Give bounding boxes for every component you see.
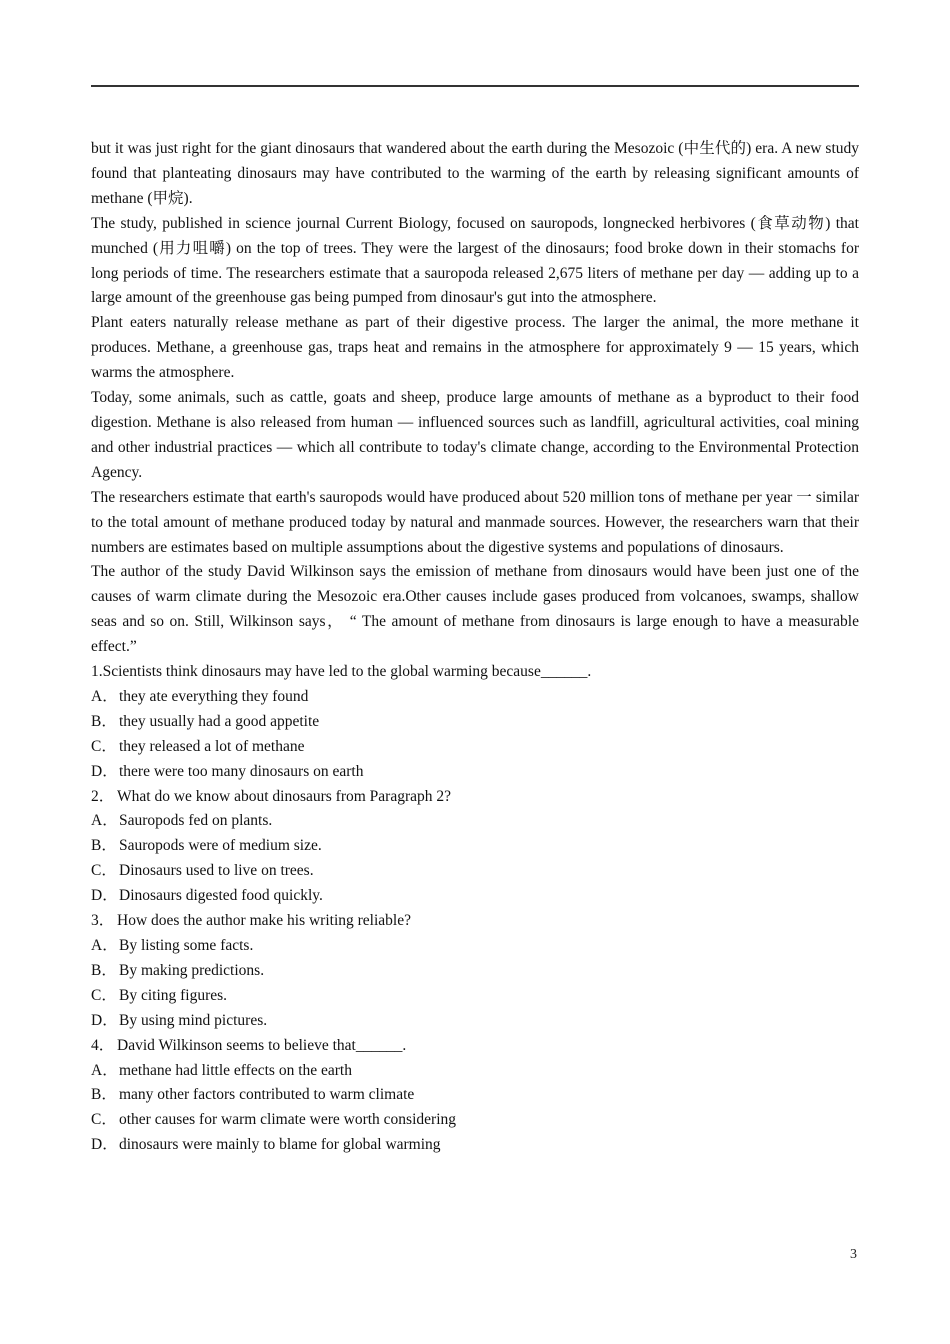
paragraph: The researchers estimate that earth's sauropods would have produced about 520 million tons of methane per year 一 similar to the total amount of methane produced today by natural and manmade sources. However, the researchers warn that their numbers are estimates based on multiple assumptions about the digestive systems and populations of dinosaurs. [91, 488, 859, 556]
answer-option [91, 710, 859, 735]
question-stem [91, 660, 859, 685]
question-text: What do we know about dinosaurs from Paragraph 2? [117, 787, 452, 805]
option-letter: D． [91, 1136, 118, 1154]
option-text: they ate everything they found [119, 687, 309, 705]
option-text: they usually had a good appetite [119, 712, 320, 730]
answer-option [91, 984, 859, 1009]
option-letter: C． [91, 1111, 117, 1129]
question-text: How does the author make his writing reliable? [117, 912, 411, 930]
option-text: By making predictions. [119, 961, 265, 979]
option-letter: A． [91, 1061, 118, 1079]
question-block [91, 785, 859, 910]
option-text: they released a lot of methane [119, 737, 305, 755]
question-block [91, 909, 859, 1034]
answer-option [91, 959, 859, 984]
option-text: By citing figures. [119, 986, 228, 1004]
question-text: David Wilkinson seems to believe that______. [117, 1036, 407, 1054]
answer-option [91, 834, 859, 859]
option-text: Sauropods were of medium size. [119, 837, 322, 855]
question-number: 1. [91, 663, 103, 681]
paragraph: Today, some animals, such as cattle, goats and sheep, produce large amounts of methane as a byproduct to their food digestion. Methane is also released from human — influenced sources such as landfill, agricultural activities, coal mining and other industrial practices — which all contribute to today's climate change, according to the Environmental Protection Agency. [91, 389, 859, 481]
answer-option [91, 1108, 859, 1133]
question-block [91, 1034, 859, 1159]
option-letter: D． [91, 1011, 118, 1029]
answer-option [91, 1083, 859, 1108]
option-letter: B． [91, 837, 117, 855]
question-stem [91, 1034, 859, 1059]
option-text: By listing some facts. [119, 937, 254, 954]
answer-option [91, 685, 859, 710]
option-text: Dinosaurs digested food quickly. [119, 887, 323, 905]
paragraph: The study, published in science journal Current Biology, focused on sauropods, longnecked herbivores (食草动物) that munched (用力咀嚼) on the top of trees. They were the largest of the dinosaurs; food broke down in their stomachs for long periods of time. The researchers estimate that a sauropoda released 2,675 liters of methane per day — adding up to a large amount of the greenhouse gas being pumped from dinosaur's gut into the atmosphere. [91, 214, 859, 307]
answer-option [91, 1009, 859, 1034]
option-letter: A． [91, 687, 118, 705]
question-number: 4． [91, 1036, 115, 1054]
answer-option [91, 934, 859, 959]
question-block [91, 660, 859, 785]
option-text: By using mind pictures. [119, 1011, 268, 1029]
option-letter: D． [91, 762, 118, 780]
question-text: Scientists think dinosaurs may have led to the global warming because______. [102, 663, 592, 681]
answer-option [91, 735, 859, 760]
option-text: Dinosaurs used to live on trees. [119, 862, 314, 880]
option-text: dinosaurs were mainly to blame for global warming [119, 1136, 441, 1154]
header-rule [91, 85, 859, 87]
option-text: other causes for warm climate were worth considering [119, 1111, 456, 1129]
option-letter: C． [91, 986, 117, 1004]
answer-option [91, 859, 859, 884]
option-text: there were too many dinosaurs on earth [119, 762, 364, 780]
option-letter: D． [91, 887, 118, 905]
option-letter: B． [91, 1086, 117, 1104]
page-number: 3 [850, 1247, 857, 1262]
question-number: 2． [91, 787, 115, 805]
document-body [91, 137, 859, 1158]
paragraph: but it was just right for the giant dinosaurs that wandered about the earth during the Mesozoic (中生代的) era. A new study found that planteating dinosaurs may have contributed to the warming of the earth by releasing significant amounts of methane (甲烷). [91, 140, 859, 207]
question-stem [91, 909, 859, 934]
answer-option [91, 1059, 859, 1084]
option-letter: A． [91, 937, 118, 954]
option-text: many other factors contributed to warm climate [119, 1086, 415, 1104]
option-letter: B． [91, 961, 117, 979]
question-number: 3． [91, 912, 115, 930]
option-letter: A． [91, 812, 118, 830]
paragraph: The author of the study David Wilkinson says the emission of methane from dinosaurs would have been just one of the causes of warm climate during the Mesozoic era.Other causes include gases produced from volcanoes, swamps, shallow seas and so on. Still, Wilkinson says， “ The amount of methane from dinosaurs is large enough to have a measurable effect.” [91, 563, 859, 656]
option-text: methane had little effects on the earth [119, 1061, 352, 1079]
answer-option [91, 760, 859, 785]
question-stem [91, 785, 859, 810]
answer-option [91, 1133, 859, 1158]
option-text: Sauropods fed on plants. [119, 812, 273, 830]
option-letter: C． [91, 737, 117, 755]
option-letter: B． [91, 712, 117, 730]
answer-option [91, 809, 859, 834]
option-letter: C． [91, 862, 117, 880]
answer-option [91, 884, 859, 909]
paragraph: Plant eaters naturally release methane as part of their digestive process. The larger the animal, the more methane it produces. Methane, a greenhouse gas, traps heat and remains in the atmosphere for approximately 9 — 15 years, which warms the atmosphere. [91, 314, 859, 382]
